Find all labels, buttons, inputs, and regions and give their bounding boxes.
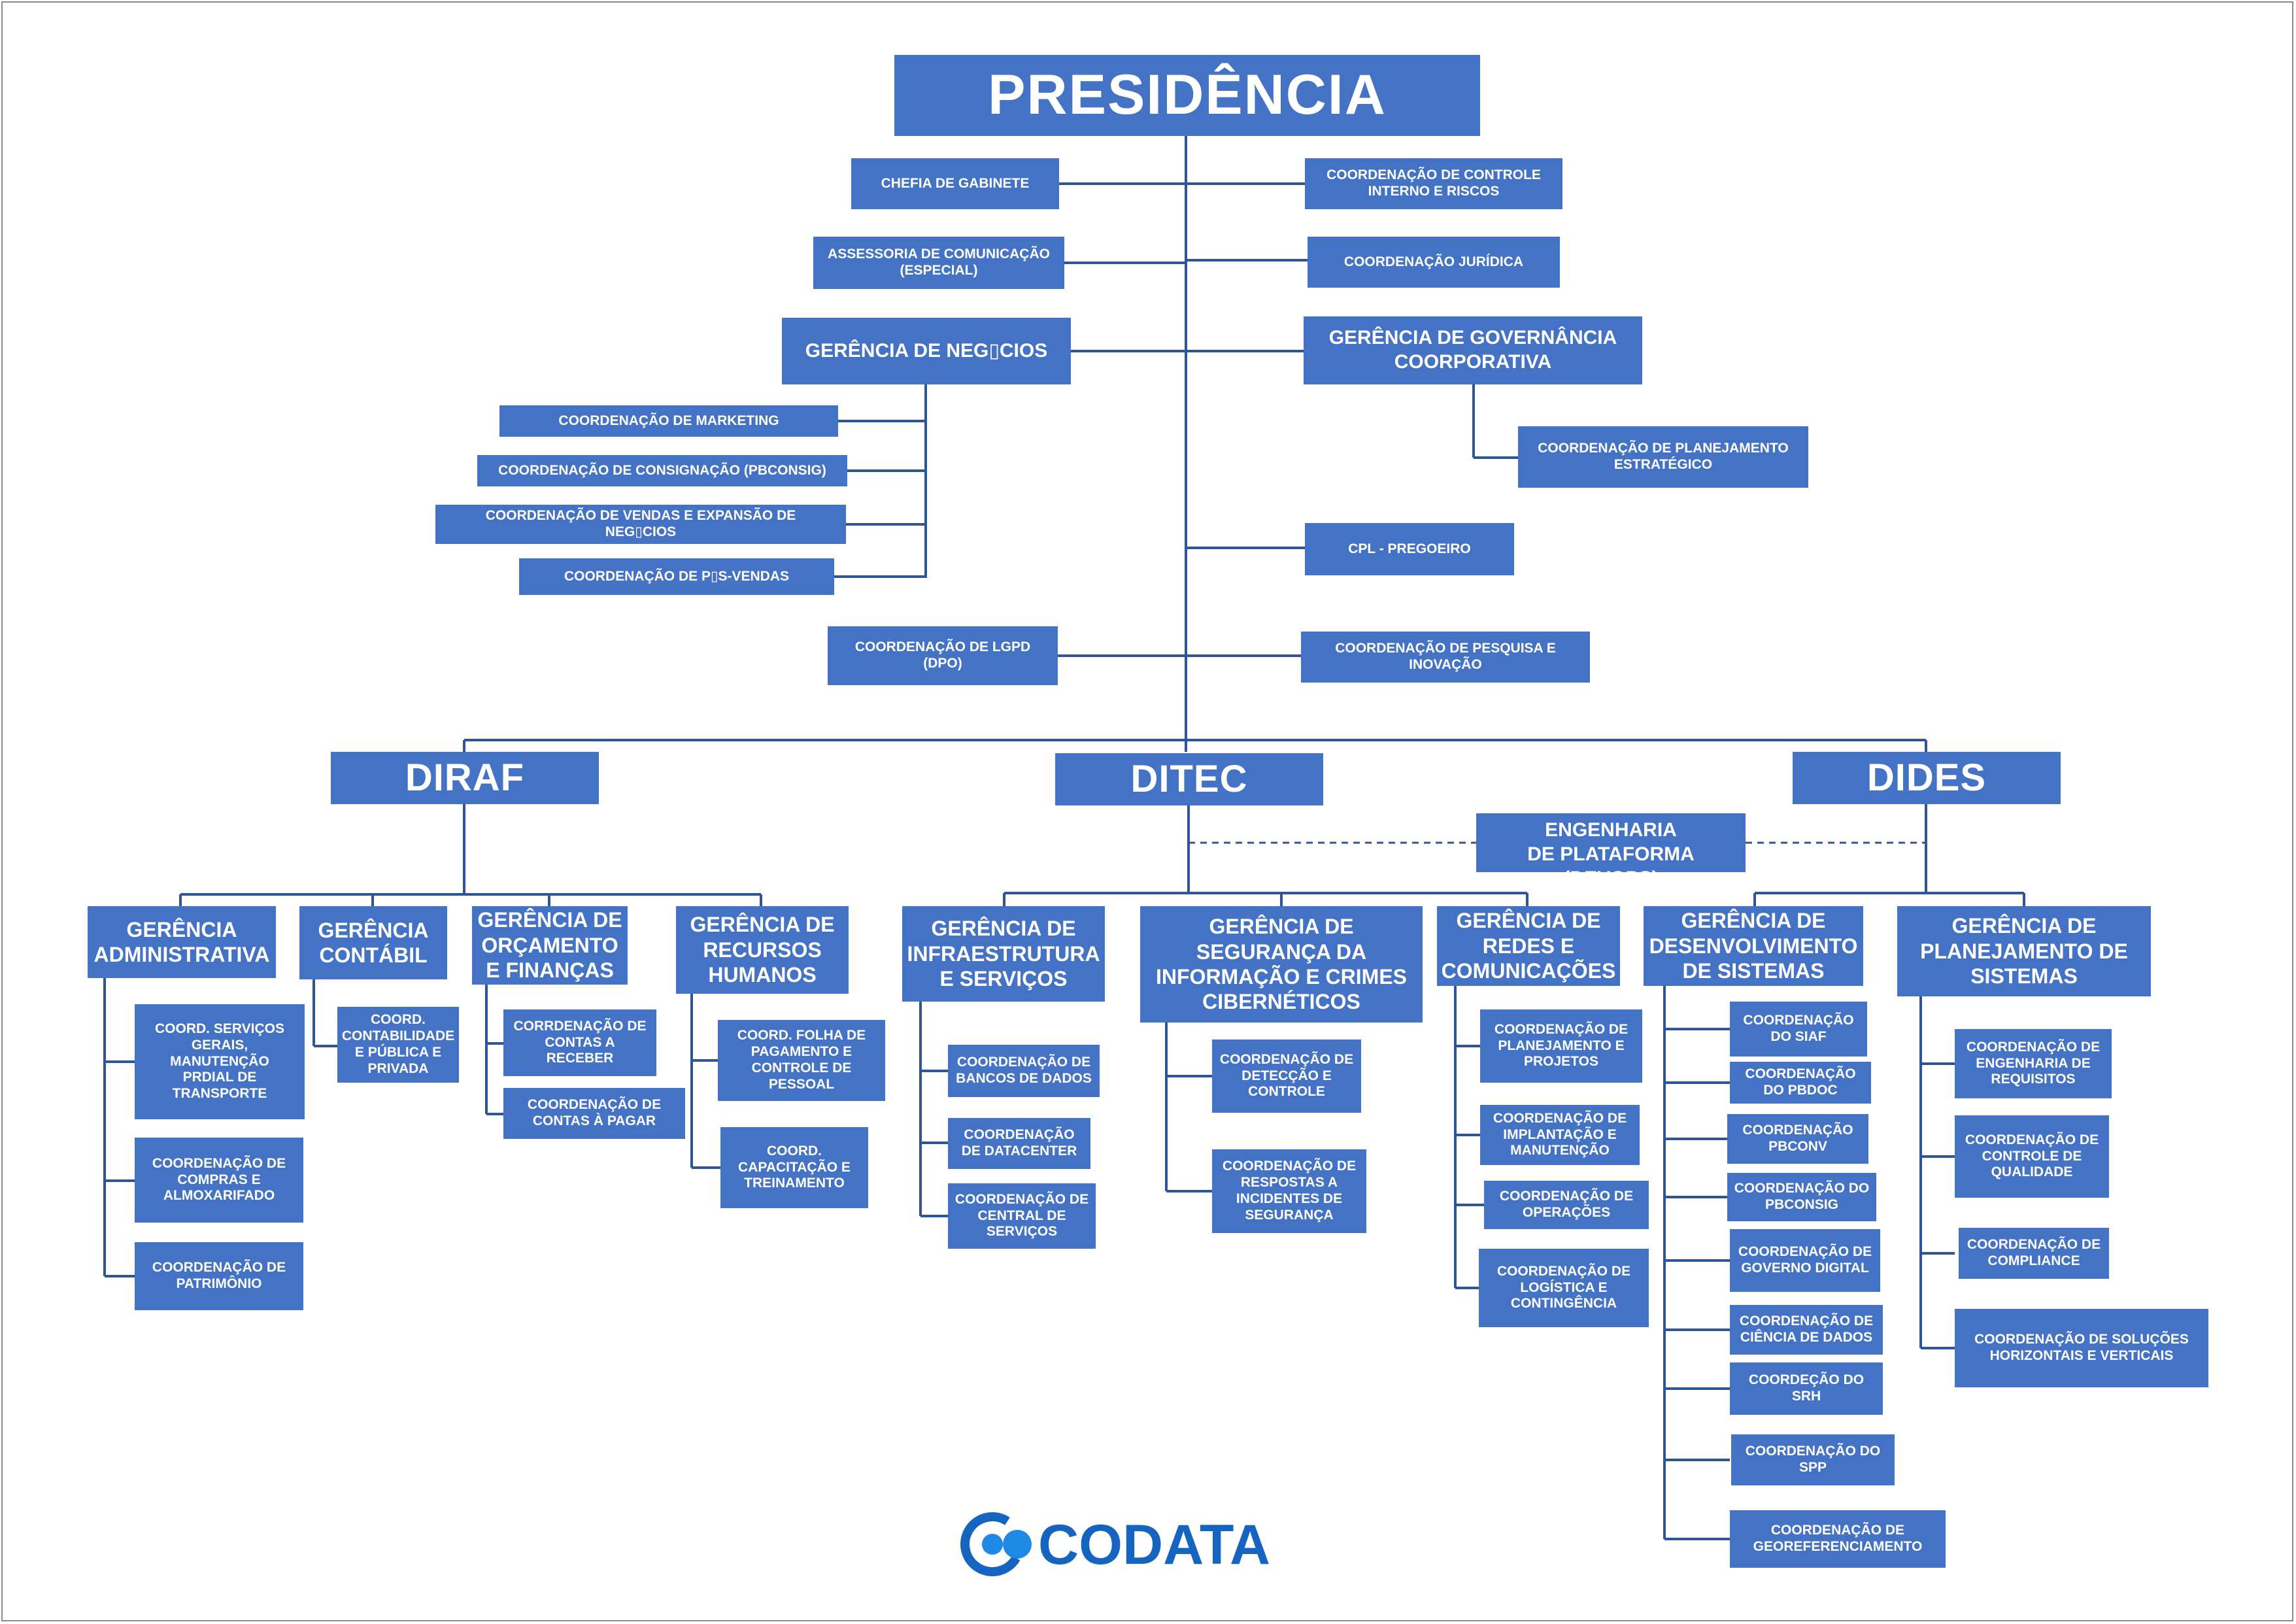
coord-contas-pagar-box: COORDENAÇÃO DE CONTAS À PAGAR (503, 1088, 685, 1139)
coordenacao-juridica-box: COORDENAÇÃO JURÍDICA (1308, 237, 1560, 288)
coord-siaf-box: COORDENAÇÃO DO SIAF (1730, 1002, 1867, 1057)
coord-capacitacao-box: COORD. CAPACITAÇÃO E TREINAMENTO (720, 1127, 868, 1208)
coord-georreferenciamento-box: COORDENAÇÃO DE GEOREFERENCIAMENTO (1730, 1510, 1946, 1568)
coord-lgpd-box: COORDENAÇÃO DE LGPD (DPO) (828, 626, 1058, 685)
diraf-box: DIRAF (331, 752, 599, 804)
coord-vendas-box: COORDENAÇÃO DE VENDAS E EXPANSÃO DE NEG▯CIOS (435, 505, 846, 544)
gerencia-devops-box: GERÊNCIA DE ENGENHARIA DE PLATAFORMA (DEVOPS) (1476, 813, 1746, 872)
presidencia-box: PRESIDÊNCIA (894, 55, 1480, 136)
gerencia-planejamento-sistemas-box: GERÊNCIA DE PLANEJAMENTO DE SISTEMAS (1897, 906, 2151, 996)
coord-folha-pagamento-box: COORD. FOLHA DE PAGAMENTO E CONTROLE DE PESSOAL (718, 1020, 885, 1101)
coord-controle-qualidade-box: COORDENAÇÃO DE CONTROLE DE QUALIDADE (1955, 1115, 2109, 1198)
gerencia-contabil-box: GERÊNCIA CONTÁBIL (299, 906, 447, 979)
coord-compras-box: COORDENAÇÃO DE COMPRAS E ALMOXARIFADO (135, 1138, 303, 1223)
coord-pbdoc-box: COORDENAÇÃO DO PBDOC (1730, 1062, 1871, 1104)
gerencia-rh-box: GERÊNCIA DE RECURSOS HUMANOS (676, 906, 849, 994)
coord-planejamento-projetos-box: COORDENAÇÃO DE PLANEJAMENTO E PROJETOS (1480, 1009, 1642, 1083)
coord-implantacao-box: COORDENAÇÃO DE IMPLANTAÇÃO E MANUTENÇÃO (1480, 1105, 1640, 1165)
coord-patrimonio-box: COORDENAÇÃO DE PATRIMÔNIO (135, 1242, 303, 1310)
coord-consignacao-box: COORDENAÇÃO DE CONSIGNAÇÃO (PBCONSIG) (477, 455, 847, 486)
coord-operacoes-box: COORDENAÇÃO DE OPERAÇÕES (1484, 1181, 1649, 1229)
coord-respostas-incidentes-box: COORDENAÇÃO DE RESPOSTAS A INCIDENTES DE SEGURANÇA (1212, 1149, 1366, 1233)
chefia-gabinete-box: CHEFIA DE GABINETE (851, 158, 1059, 209)
gerencia-redes-box: GERÊNCIA DE REDES E COMUNICAÇÕES (1437, 906, 1620, 986)
coord-spp-box: COORDENAÇÃO DO SPP (1731, 1434, 1895, 1485)
coord-bancos-dados-box: COORDENAÇÃO DE BANCOS DE DADOS (948, 1045, 1100, 1097)
coord-marketing-box: COORDENAÇÃO DE MARKETING (499, 405, 838, 437)
gerencia-negocios-box: GERÊNCIA DE NEG▯CIOS (782, 318, 1071, 384)
dides-box: DIDES (1793, 752, 2061, 804)
coord-pesquisa-box: COORDENAÇÃO DE PESQUISA E INOVAÇÃO (1301, 632, 1590, 683)
coord-deteccao-box: COORDENAÇÃO DE DETECÇÃO E CONTROLE (1212, 1040, 1361, 1113)
codata-logo (954, 1504, 1347, 1582)
coord-ciencia-dados-box: COORDENAÇÃO DE CIÊNCIA DE DADOS (1730, 1305, 1883, 1355)
coord-engenharia-requisitos-box: COORDENAÇÃO DE ENGENHARIA DE REQUISITOS (1955, 1029, 2112, 1098)
coord-central-servicos-box: COORDENAÇÃO DE CENTRAL DE SERVIÇOS (948, 1183, 1096, 1249)
coord-solucoes-box: COORDENAÇÃO DE SOLUÇÕES HORIZONTAIS E VERTICAIS (1955, 1309, 2208, 1387)
coord-posvendas-box: COORDENAÇÃO DE P▯S-VENDAS (519, 558, 834, 595)
gerencia-orcamento-box: GERÊNCIA DE ORÇAMENTO E FINANÇAS (472, 906, 628, 985)
gerencia-administrativa-box: GERÊNCIA ADMINISTRATIVA (88, 906, 276, 978)
gerencia-infraestrutura-box: GERÊNCIA DE INFRAESTRUTURA E SERVIÇOS (902, 906, 1105, 1002)
coord-governo-digital-box: COORDENAÇÃO DE GOVERNO DIGITAL (1730, 1229, 1880, 1292)
coord-contabilidade-box: COORD. CONTABILIDADE E PÚBLICA E PRIVADA (337, 1007, 459, 1083)
gerencia-desenvolvimento-box: GERÊNCIA DE DESENVOLVIMENTO DE SISTEMAS (1644, 906, 1863, 986)
coord-pbconsig-box: COORDENAÇÃO DO PBCONSIG (1727, 1173, 1876, 1221)
ditec-box: DITEC (1055, 753, 1323, 805)
coord-compliance-box: COORDENAÇÃO DE COMPLIANCE (1959, 1228, 2109, 1279)
coord-contas-receber-box: CORRDENAÇÃO DE CONTAS A RECEBER (503, 1009, 656, 1076)
coord-logistica-box: COORDENAÇÃO DE LOGÍSTICA E CONTINGÊNCIA (1479, 1249, 1649, 1327)
assessoria-comunicacao-box: ASSESSORIA DE COMUNICAÇÃO (ESPECIAL) (813, 237, 1064, 289)
coord-datacenter-box: COORDENAÇÃO DE DATACENTER (948, 1118, 1090, 1169)
coord-srh-box: COORDEÇÃO DO SRH (1730, 1362, 1883, 1415)
gerencia-governanca-box: GERÊNCIA DE GOVERNÂNCIA COORPORATIVA (1304, 316, 1642, 384)
coord-servicos-gerais-box: COORD. SERVIÇOS GERAIS, MANUTENÇÃO PRDIAL DE TRANSPORTE (135, 1004, 305, 1119)
coord-planejamento-estrategico-box: COORDENAÇÃO DE PLANEJAMENTO ESTRATÉGICO (1518, 426, 1808, 488)
controle-interno-box: COORDENAÇÃO DE CONTROLE INTERNO E RISCOS (1305, 158, 1562, 209)
gerencia-seguranca-box: GERÊNCIA DE SEGURANÇA DA INFORMAÇÃO E CRIMES CIBERNÉTICOS (1140, 906, 1423, 1023)
codata-logo-icon (955, 1507, 1032, 1582)
coord-pbconv-box: COORDENAÇÃO PBCONV (1727, 1114, 1868, 1164)
cpl-pregoeiro-box: CPL - PREGOEIRO (1305, 523, 1514, 575)
codata-logo-text: CODATA (1038, 1514, 1271, 1576)
